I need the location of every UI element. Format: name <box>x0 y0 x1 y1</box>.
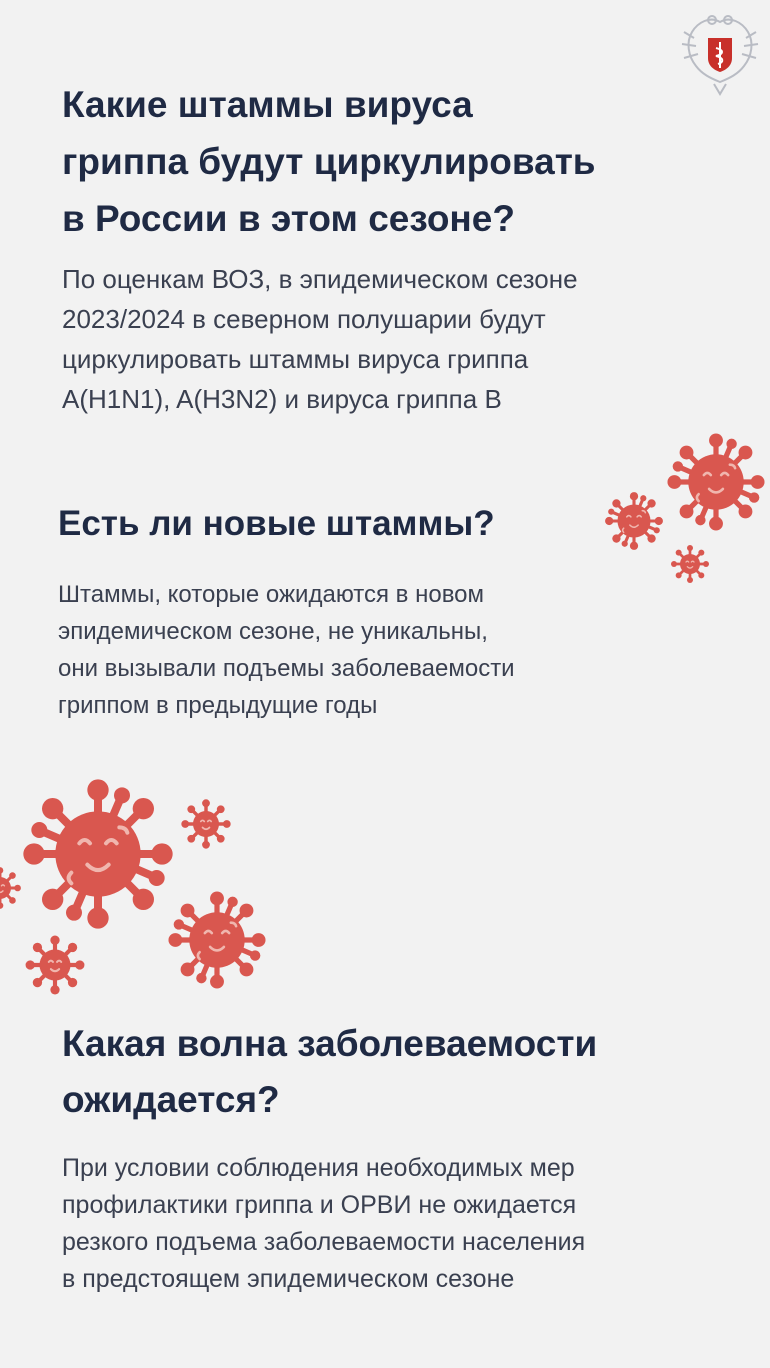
section-text-strains: По оценкам ВОЗ, в эпидемическом сезоне 2023/2024 в северном полушарии будут циркулировать штаммы вируса гриппа A(H1N1), A(H3N2) и вируса гриппа B <box>62 264 578 414</box>
virus-icon <box>180 798 232 850</box>
virus-icon <box>603 490 665 552</box>
virus-icon <box>24 934 86 996</box>
section-text-new-strains: Штаммы, которые ожидаются в новом эпидемическом сезоне, не уникальны, они вызывали подъемы заболеваемости гриппом в предыдущие годы <box>58 581 515 719</box>
section-text-wave: При условии соблюдения необходимых мер профилактики гриппа и ОРВИ не ожидается резкого подъема заболеваемости населения в предстоящем эпидемическом сезоне <box>62 1154 586 1293</box>
virus-icon <box>165 888 269 992</box>
virus-icon <box>18 774 178 934</box>
section-title-strains: Какие штаммы вируса гриппа будут циркулировать в России в этом сезоне? <box>62 84 596 239</box>
virus-icon <box>670 544 710 584</box>
virus-icon <box>664 430 768 534</box>
section-title-wave: Какая волна заболеваемости ожидается? <box>62 1023 598 1120</box>
section-title-new-strains: Есть ли новые штаммы? <box>58 504 495 543</box>
virus-icon <box>0 866 22 910</box>
